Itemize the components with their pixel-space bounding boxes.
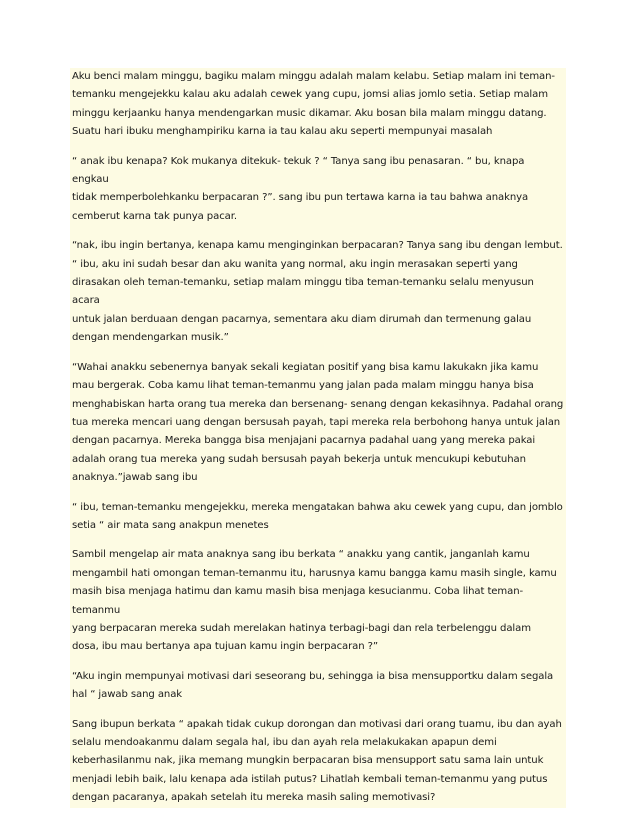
paragraph-4: “Wahai anakku sebenernya banyak sekali kegiatan positif yang bisa kamu lakukakn jika kamu mau bergerak. Coba kamu lihat teman-temanmu yang jalan pada malam minggu hanya bisa menghabiskan harta orang tua mereka dan bersenang- senang dengan kekasihnya. Padahal orang tua mereka mencari uang dengan bersusah payah, tapi mereka rela berbohong hanya untuk jalan dengan pacarnya. Mereka bangga bisa menjajani pacarnya padahal uang yang mereka pakai adalah orang tua mereka yang sudah bersusah payah bekerja untuk mencukupi kebutuhan anaknya.”jawab sang ibu [70,359,566,488]
paragraph-gap [70,535,566,546]
paragraph-6: Sambil mengelap air mata anaknya sang ibu berkata “ anakku yang cantik, janganlah kamu mengambil hati omongan teman-temanmu itu, harusnya kamu bangga kamu masih single, kamu masih bisa menjaga hatimu dan kamu masih bisa menjaga kesucianmu. Coba lihat teman-temanmu yang berpacaran mereka sudah merelakan hatinya terbagi-bagi dan rela terbelenggu dalam dosa, ibu mau bertanya apa tujuan kamu ingin berpacaran ?” [70,546,566,656]
paragraph-8: Sang ibupun berkata “ apakah tidak cukup dorongan dan motivasi dari orang tuamu, ibu dan ayah selalu mendoakanmu dalam segala hal, ibu dan ayah rela melakukakan apapun demi keberhasilanmu nak, jika memang mungkin berpacaran bisa mensupport satu sama lain untuk menjadi lebih baik, lalu kenapa ada istilah putus? Lihatlah kembali teman-temanmu yang putus dengan pacaranya, apakah setelah itu mereka masih saling memotivasi? [70,716,566,808]
paragraph-gap [70,226,566,237]
paragraph-gap [70,705,566,716]
story-text [70,68,566,808]
paragraph-gap [70,348,566,359]
paragraph-3: “nak, ibu ingin bertanya, kenapa kamu menginginkan berpacaran? Tanya sang ibu dengan lembut. “ ibu, aku ini sudah besar dan aku wanita yang normal, aku ingin merasakan seperti yang dirasakan oleh teman-temanku, setiap malam minggu tiba teman-temanku selalu menyusun acara untuk jalan berduaan dengan pacarnya, sementara aku diam dirumah dan termenung galau dengan mendengarkan musik.” [70,237,566,347]
paragraph-gap [70,657,566,668]
paragraph-gap [70,142,566,153]
paragraph-5: “ ibu, teman-temanku mengejekku, mereka mengatakan bahwa aku cewek yang cupu, dan jomblo setia “ air mata sang anakpun menetes [70,499,566,536]
paragraph-1: Aku benci malam minggu, bagiku malam minggu adalah malam kelabu. Setiap malam ini teman- temanku mengejekku kalau aku adalah cewek yang cupu, jomsi alias jomlo setia. Setiap malam minggu kerjaanku hanya mendengarkan music dikamar. Aku bosan bila malam minggu datang. Suatu hari ibuku menghampiriku karna ia tau kalau aku seperti mempunyai masalah [70,68,566,142]
paragraph-7: “Aku ingin mempunyai motivasi dari seseorang bu, sehingga ia bisa mensupportku dalam segala hal “ jawab sang anak [70,668,566,705]
paragraph-2: “ anak ibu kenapa? Kok mukanya ditekuk- tekuk ? “ Tanya sang ibu penasaran. “ bu, knapa engkau tidak memperbolehkanku berpacaran ?”. sang ibu pun tertawa karna ia tau bahwa anaknya cemberut karna tak punya pacar. [70,153,566,227]
paragraph-gap [70,488,566,499]
